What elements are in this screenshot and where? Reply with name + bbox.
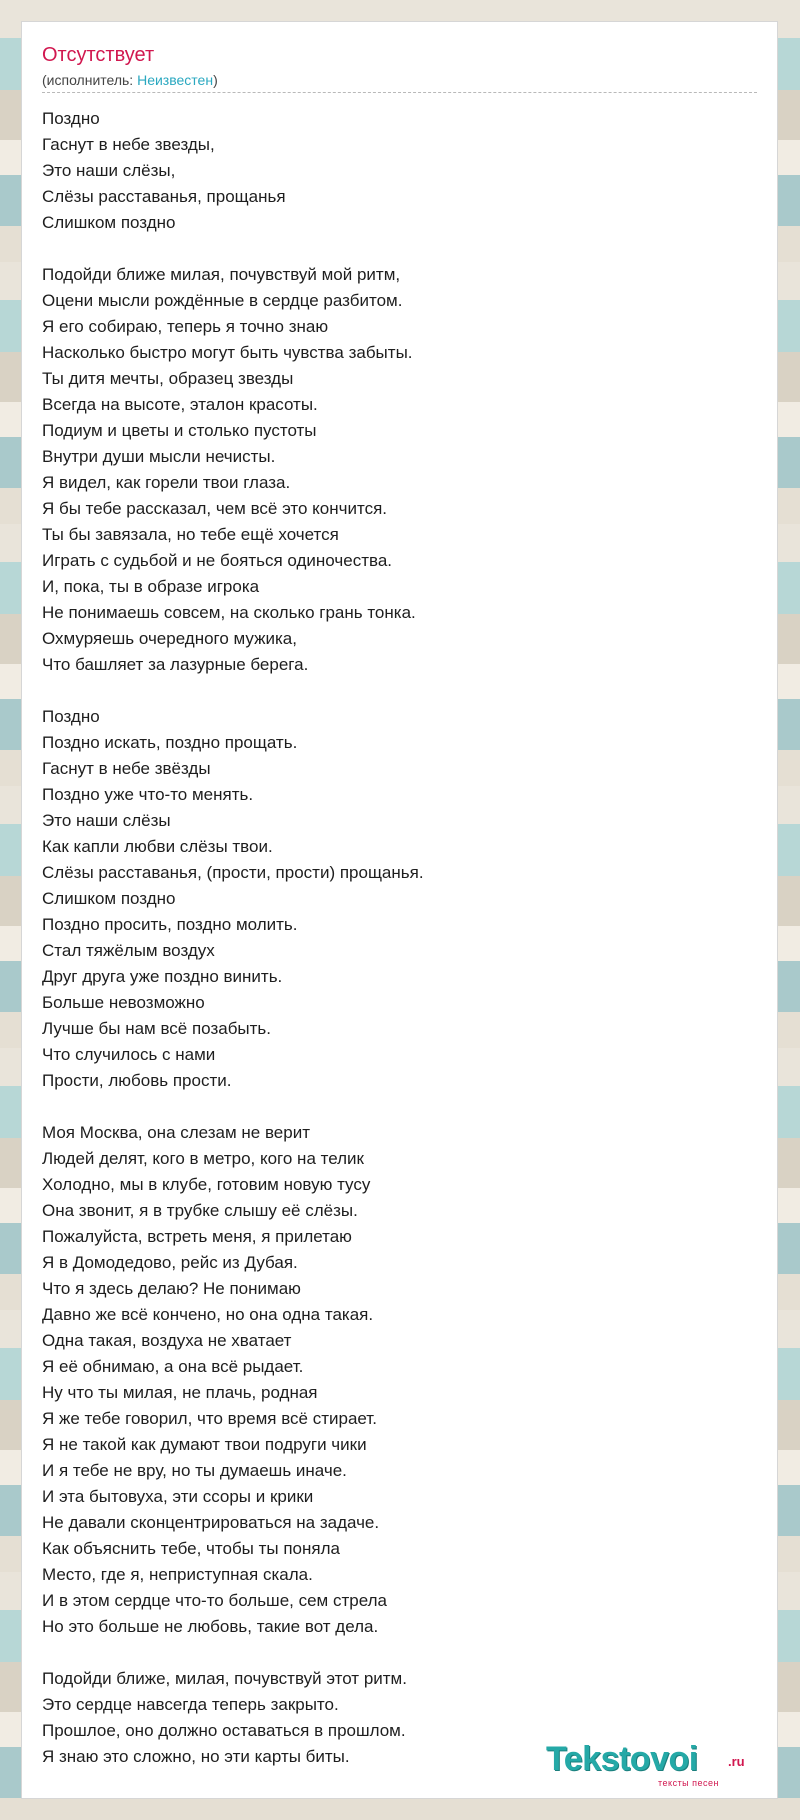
song-title: Отсутствует xyxy=(42,44,155,66)
lyric-line: Слишком поздно xyxy=(42,213,176,232)
lyric-line: Не давали сконцентрироваться на задаче. xyxy=(42,1513,380,1532)
lyric-line: И в этом сердце что-то больше, сем стрела xyxy=(42,1591,387,1610)
artist-link[interactable]: Неизвестен xyxy=(137,72,214,88)
lyric-line: Как капли любви слёзы твои. xyxy=(42,837,273,856)
lyric-line: Но это больше не любовь, такие вот дела. xyxy=(42,1617,379,1636)
logo-domain-suffix: .ru xyxy=(728,1754,745,1769)
lyric-line: Я её обнимаю, а она всё рыдает. xyxy=(42,1357,304,1376)
lyric-line: Одна такая, воздуха не хватает xyxy=(42,1331,292,1350)
lyric-line: Подойди ближе, милая, почувствуй этот ритм. xyxy=(42,1669,407,1688)
stanza-gap xyxy=(42,1094,757,1120)
lyric-line: Внутри души мысли нечисты. xyxy=(42,447,276,466)
lyric-line: Гаснут в небе звёзды xyxy=(42,759,211,778)
lyric-line: Что я здесь делаю? Не понимаю xyxy=(42,1279,301,1298)
lyric-line: Поздно просить, поздно молить. xyxy=(42,915,298,934)
logo-tagline: тексты песен xyxy=(658,1778,720,1788)
lyric-line: Прости, любовь прости. xyxy=(42,1071,232,1090)
logo-wordmark: Tekstovoi xyxy=(546,1740,698,1778)
artist-line xyxy=(42,72,218,88)
lyric-line: Стал тяжёлым воздух xyxy=(42,941,215,960)
artist-suffix: ) xyxy=(213,72,218,88)
lyric-line: Поздно искать, поздно прощать. xyxy=(42,733,298,752)
lyric-line: Я его собираю, теперь я точно знаю xyxy=(42,317,329,336)
lyric-line: Что башляет за лазурные берега. xyxy=(42,655,309,674)
lyric-line: Поздно уже что-то менять. xyxy=(42,785,254,804)
lyric-line: Давно же всё кончено, но она одна такая. xyxy=(42,1305,374,1324)
lyric-line: Я бы тебе рассказал, чем всё это кончится. xyxy=(42,499,388,518)
lyric-line: Это наши слёзы xyxy=(42,811,171,830)
stanza-gap xyxy=(42,1640,757,1666)
lyric-line: И я тебе не вру, но ты думаешь иначе. xyxy=(42,1461,347,1480)
lyric-line: Пожалуйста, встреть меня, я прилетаю xyxy=(42,1227,352,1246)
dashed-divider xyxy=(42,92,757,93)
lyric-line: Как объяснить тебе, чтобы ты поняла xyxy=(42,1539,340,1558)
lyric-line: Она звонит, я в трубке слышу её слёзы. xyxy=(42,1201,358,1220)
lyric-line: И эта бытовуха, эти ссоры и крики xyxy=(42,1487,314,1506)
lyric-line: Поздно xyxy=(42,707,100,726)
lyric-line: Слёзы расставанья, (прости, прости) прощанья. xyxy=(42,863,424,882)
site-logo[interactable] xyxy=(546,1740,776,1788)
lyric-line: Подойди ближе милая, почувствуй мой ритм, xyxy=(42,265,401,284)
lyric-line: Я видел, как горели твои глаза. xyxy=(42,473,291,492)
lyric-line: Людей делят, кого в метро, кого на телик xyxy=(42,1149,364,1168)
lyric-line: Насколько быстро могут быть чувства забыты. xyxy=(42,343,413,362)
lyric-line: Подиум и цветы и столько пустоты xyxy=(42,421,317,440)
lyric-line: Я знаю это сложно, но эти карты биты. xyxy=(42,1747,350,1766)
lyric-line: Это наши слёзы, xyxy=(42,161,176,180)
lyric-line: Охмуряешь очередного мужика, xyxy=(42,629,297,648)
lyric-line: Оцени мысли рождённые в сердце разбитом. xyxy=(42,291,403,310)
lyric-line: Холодно, мы в клубе, готовим новую тусу xyxy=(42,1175,371,1194)
lyric-line: Поздно xyxy=(42,109,100,128)
lyric-line: Я в Домодедово, рейс из Дубая. xyxy=(42,1253,298,1272)
lyric-line: Ну что ты милая, не плачь, родная xyxy=(42,1383,318,1402)
lyric-line: Играть с судьбой и не бояться одиночества. xyxy=(42,551,393,570)
lyric-line: Ты дитя мечты, образец звезды xyxy=(42,369,294,388)
stanza-gap xyxy=(42,236,757,262)
lyric-line: Место, где я, неприступная скала. xyxy=(42,1565,313,1584)
lyric-line: Это сердце навсегда теперь закрыто. xyxy=(42,1695,339,1714)
lyric-line: Слишком поздно xyxy=(42,889,176,908)
lyric-line: Не понимаешь совсем, на сколько грань тонка. xyxy=(42,603,416,622)
lyric-line: Гаснут в небе звезды, xyxy=(42,135,215,154)
lyric-line: И, пока, ты в образе игрока xyxy=(42,577,260,596)
lyric-line: Моя Москва, она слезам не верит xyxy=(42,1123,310,1142)
lyric-line: Прошлое, оно должно оставаться в прошлом. xyxy=(42,1721,406,1740)
lyrics-card xyxy=(21,21,778,1799)
stanza-gap xyxy=(42,678,757,704)
lyric-line: Слёзы расставанья, прощанья xyxy=(42,187,286,206)
lyric-line: Я же тебе говорил, что время всё стирает. xyxy=(42,1409,377,1428)
lyric-line: Лучше бы нам всё позабыть. xyxy=(42,1019,272,1038)
lyrics-text xyxy=(42,106,757,1770)
lyric-line: Я не такой как думают твои подруги чики xyxy=(42,1435,367,1454)
lyric-line: Ты бы завязала, но тебе ещё хочется xyxy=(42,525,339,544)
artist-prefix: (исполнитель: xyxy=(42,72,138,88)
lyric-line: Всегда на высоте, эталон красоты. xyxy=(42,395,318,414)
lyric-line: Что случилось с нами xyxy=(42,1045,216,1064)
lyric-line: Больше невозможно xyxy=(42,993,205,1012)
lyric-line: Друг друга уже поздно винить. xyxy=(42,967,283,986)
